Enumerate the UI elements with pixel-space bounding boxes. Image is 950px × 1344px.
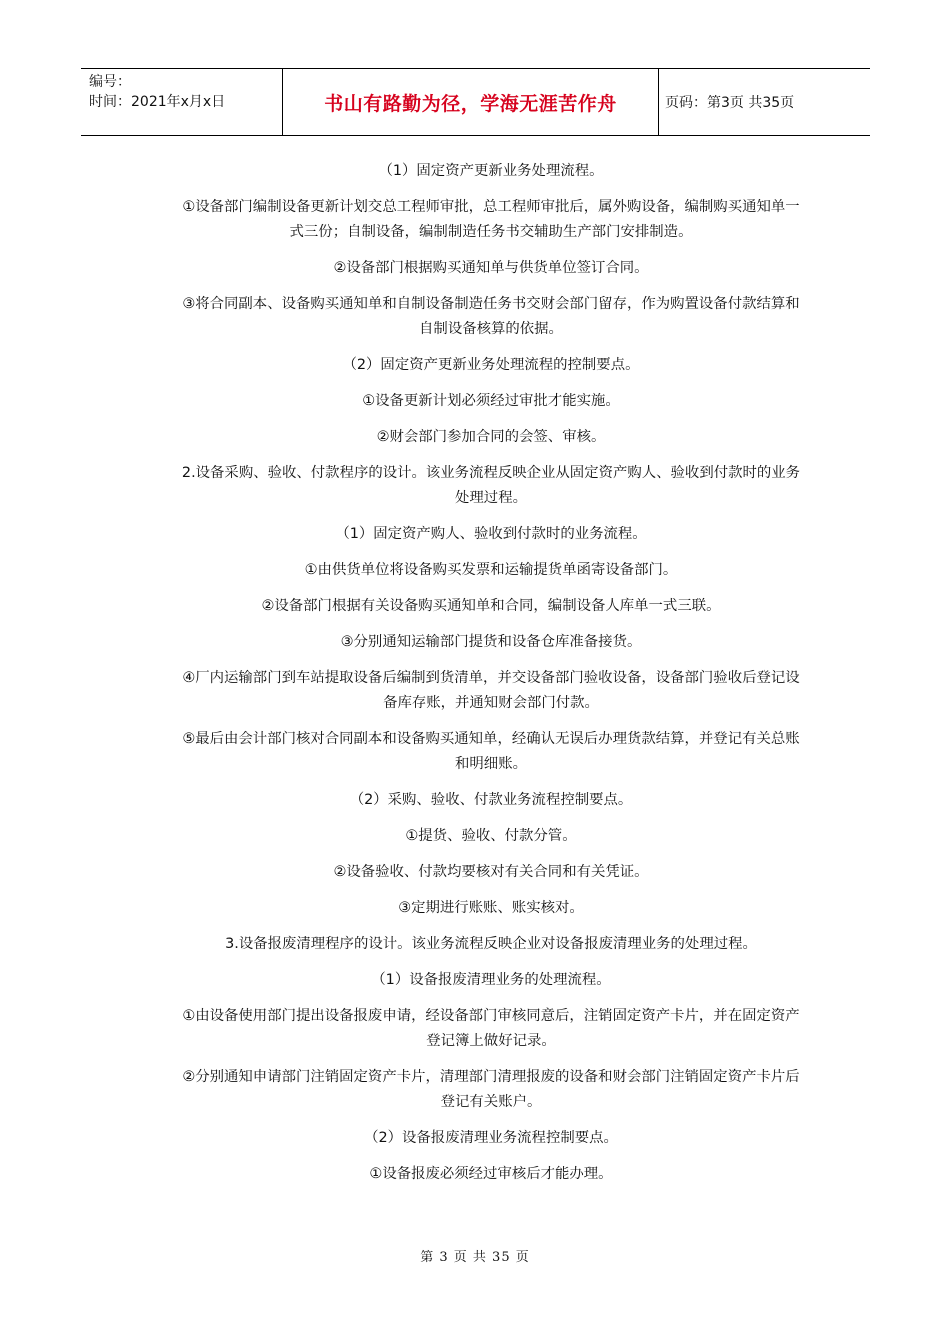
document-body <box>180 159 802 1198</box>
header-page-number: 页码：第3页 共35页 <box>665 95 795 111</box>
paragraph: （1）固定资产购人、验收到付款时的业务流程。 <box>335 526 647 542</box>
paragraph: ②财会部门参加合同的会签、审核。 <box>376 429 606 445</box>
header-meta-cell <box>81 69 283 135</box>
header-motto: 书山有路勤为径，学海无涯苦作舟 <box>324 92 617 115</box>
paragraph: ①设备更新计划必须经过审批才能实施。 <box>362 393 620 409</box>
paragraph: （1）固定资产更新业务处理流程。 <box>378 163 604 179</box>
paragraph: 2.设备采购、验收、付款程序的设计。该业务流程反映企业从固定资产购人、验收到付款时的业务处理过程。 <box>181 465 801 506</box>
paragraph: ③分别通知运输部门提货和设备仓库准备接货。 <box>340 634 642 650</box>
paragraph: ①由设备使用部门提出设备报废申请，经设备部门审核同意后，注销固定资产卡片，并在固定资产登记簿上做好记录。 <box>182 1008 800 1049</box>
page-header <box>81 68 870 136</box>
paragraph: ④厂内运输部门到车站提取设备后编制到货清单，并交设备部门验收设备，设备部门验收后登记设备库存账，并通知财会部门付款。 <box>182 670 800 711</box>
paragraph: ③将合同副本、设备购买通知单和自制设备制造任务书交财会部门留存，作为购置设备付款结算和自制设备核算的依据。 <box>182 296 800 337</box>
paragraph: 3.设备报废清理程序的设计。该业务流程反映企业对设备报废清理业务的处理过程。 <box>225 936 757 952</box>
paragraph: ②设备验收、付款均要核对有关合同和有关凭证。 <box>333 864 649 880</box>
paragraph: ①设备部门编制设备更新计划交总工程师审批，总工程师审批后，属外购设备，编制购买通知单一式三份；自制设备，编制制造任务书交辅助生产部门安排制造。 <box>182 199 800 240</box>
date-label: 时间：2021年x月x日 <box>89 94 226 110</box>
paragraph: （2）设备报废清理业务流程控制要点。 <box>364 1130 618 1146</box>
paragraph: （2）采购、验收、付款业务流程控制要点。 <box>349 792 633 808</box>
page-footer: 第 3 页 共 35 页 <box>420 1250 530 1265</box>
header-page-cell <box>659 69 870 135</box>
paragraph: ①设备报废必须经过审核后才能办理。 <box>369 1166 613 1182</box>
paragraph: ②设备部门根据有关设备购买通知单和合同，编制设备人库单一式三联。 <box>261 598 721 614</box>
paragraph: ⑤最后由会计部门核对合同副本和设备购买通知单，经确认无误后办理货款结算，并登记有关总账和明细账。 <box>182 731 800 772</box>
serial-number-label: 编号： <box>89 74 131 90</box>
paragraph: ②设备部门根据购买通知单与供货单位签订合同。 <box>333 260 649 276</box>
paragraph: ①提货、验收、付款分管。 <box>405 828 577 844</box>
paragraph: ②分别通知申请部门注销固定资产卡片，清理部门清理报废的设备和财会部门注销固定资产卡片后登记有关账户。 <box>182 1069 800 1110</box>
paragraph: ③定期进行账账、账实核对。 <box>398 900 584 916</box>
paragraph: ①由供货单位将设备购买发票和运输提货单函寄设备部门。 <box>304 562 678 578</box>
paragraph: （2）固定资产更新业务处理流程的控制要点。 <box>342 357 640 373</box>
header-motto-cell <box>283 69 659 135</box>
paragraph: （1）设备报废清理业务的处理流程。 <box>371 972 611 988</box>
